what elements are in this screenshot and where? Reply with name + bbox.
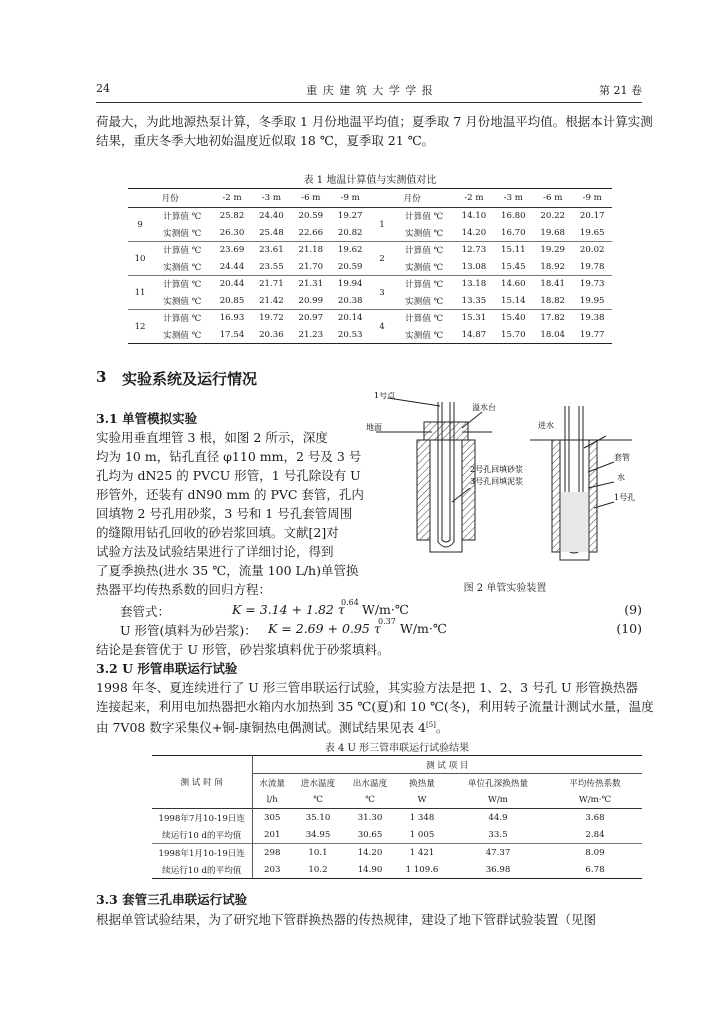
- s33-title: 3.3 套管三孔串联运行试验: [96, 892, 248, 907]
- eq9-unit: W/m·℃: [362, 602, 409, 617]
- t4-value-cell: 1 421: [409, 847, 435, 858]
- t1-value-cell: 16.80: [501, 211, 526, 222]
- t1-value-cell: 19.95: [579, 295, 605, 306]
- t1-value-cell: 19.27: [337, 211, 363, 222]
- table1-caption: 表 1 地温计算值与实测值对比: [303, 175, 437, 186]
- volume: 第 21 卷: [599, 84, 642, 97]
- t4-time-cell: 1998年7月10-19日连: [152, 809, 252, 827]
- t4-unit: ℃: [313, 794, 323, 805]
- t4-col: 出水温度: [352, 778, 388, 789]
- t1-month-cell: 3: [370, 276, 394, 310]
- t4-value-cell: 36.98: [485, 864, 511, 875]
- t1-value-cell: 21.71: [252, 276, 291, 293]
- t1-head: -2 m: [212, 189, 251, 208]
- t4-value-cell: 1 005: [409, 829, 435, 840]
- t1-value-cell: 14.87: [461, 329, 487, 340]
- t1-label-cell: 实测值 ℃: [405, 262, 444, 273]
- t4-col: 平均传热系数: [569, 778, 621, 789]
- eq9-number: (9): [624, 602, 642, 617]
- t4-unit: ℃: [365, 794, 375, 805]
- t1-value-cell: 24.40: [259, 211, 284, 222]
- t1-value-cell: 20.59: [298, 211, 324, 222]
- s32-line-last: [96, 716, 448, 737]
- s32-title: 3.2 U 形管串联运行试验: [96, 661, 238, 676]
- t1-month-cell: 1: [379, 219, 385, 230]
- t1-month-cell: 10: [128, 242, 152, 276]
- t1-value-cell: 21.70: [298, 261, 324, 272]
- t1-value-cell: 25.48: [259, 227, 284, 238]
- t1-label-cell: 计算值 ℃: [152, 276, 212, 293]
- t1-value-cell: 19.72: [252, 310, 291, 327]
- t1-value-cell: 21.31: [291, 276, 330, 293]
- t1-value-cell: 17.82: [533, 310, 572, 327]
- t1-head-month: 月份: [370, 189, 454, 208]
- t1-value-cell: 17.54: [219, 329, 245, 340]
- t1-month-cell: 9: [137, 219, 143, 230]
- t1-value-cell: 19.62: [331, 242, 370, 259]
- fig-label-water: 水: [617, 473, 625, 482]
- s31-line: 了夏季换热(进水 35 ℃，流量 100 L/h)单管换: [96, 563, 359, 578]
- t4-value-cell: 14.90: [357, 864, 383, 875]
- figure2: [362, 392, 642, 567]
- t1-value-cell: 20.36: [259, 329, 284, 340]
- t1-value-cell: 15.11: [494, 242, 533, 259]
- t1-value-cell: 20.14: [331, 310, 370, 327]
- t4-unit: l/h: [266, 794, 278, 805]
- t1-value-cell: 20.44: [212, 276, 251, 293]
- t1-value-cell: 23.69: [212, 242, 251, 259]
- eq10-number: (10): [616, 621, 642, 636]
- table1-row: [128, 208, 612, 225]
- t4-value-cell: 34.95: [305, 829, 331, 840]
- fig-label-pool: 溢水台: [472, 403, 496, 412]
- t1-value-cell: 20.22: [540, 211, 566, 222]
- t4-value-cell: 31.30: [357, 812, 383, 823]
- t4-group-header: 测 试 项 目: [252, 756, 642, 774]
- s31-line: 回填物 2 号孔用砂浆，3 号和 1 号孔套管周围: [96, 506, 353, 521]
- t1-value-cell: 21.42: [259, 295, 284, 306]
- t4-col: 水流量: [259, 778, 286, 789]
- t1-month-cell: 11: [128, 276, 152, 310]
- t1-value-cell: 14.10: [461, 211, 487, 222]
- t4-value-cell: 10.2: [308, 864, 328, 875]
- t1-value-cell: 19.94: [331, 276, 370, 293]
- t1-label-cell: 计算值 ℃: [152, 310, 212, 327]
- t1-value-cell: 20.82: [337, 227, 363, 238]
- intro-line-2: 结果，重庆冬季大地初始温度近似取 18 ℃，夏季取 21 ℃。: [96, 133, 435, 148]
- t1-value-cell: 21.23: [298, 329, 324, 340]
- t4-time-cell: 续运行10 d的平均值: [152, 826, 252, 844]
- t1-value-cell: 18.82: [540, 295, 566, 306]
- t1-value-cell: 20.85: [219, 295, 245, 306]
- s31-line: 的缝隙用钻孔回收的砂岩浆回填。文献[2]对: [96, 525, 339, 540]
- t1-value-cell: 18.92: [540, 261, 566, 272]
- fig-label-hole2-fill: 2号孔回填砂浆: [470, 465, 524, 474]
- eq10-formula: K = 2.69 + 0.95 τ: [268, 621, 381, 636]
- t1-label-cell: 计算值 ℃: [394, 310, 454, 327]
- page-number: 24: [96, 82, 110, 95]
- t1-value-cell: 19.65: [579, 227, 605, 238]
- t1-value-cell: 21.18: [291, 242, 330, 259]
- t1-value-cell: 22.66: [298, 227, 324, 238]
- table4-row: [152, 809, 642, 827]
- t1-head: -6 m: [291, 189, 330, 208]
- fig-label-hole1: 1号点: [374, 392, 396, 400]
- t1-label-cell: 实测值 ℃: [405, 228, 444, 239]
- fig-label-casing: 套管: [614, 453, 630, 462]
- fig-label-ground: 地面: [366, 423, 382, 432]
- t4-unit: W: [417, 794, 427, 805]
- t4-value-cell: 298: [264, 847, 281, 858]
- t4-col: 单位孔深换热量: [467, 778, 529, 789]
- s31-line: 试验方法及试验结果进行了详细讨论，得到: [96, 544, 334, 559]
- table4: [152, 755, 642, 879]
- t4-value-cell: 2.84: [585, 829, 605, 840]
- t1-value-cell: 13.08: [461, 261, 487, 272]
- intro-line-1: 荷最大，为此地源热泵计算，冬季取 1 月份地温平均值；夏季取 7 月份地温平均值。根据本计算实测: [96, 114, 653, 129]
- section-number: 3: [96, 368, 107, 386]
- s31-line: 形管外，还装有 dN90 mm 的 PVC 套管，孔内: [96, 487, 364, 502]
- t1-label-cell: 实测值 ℃: [163, 330, 202, 341]
- eq9-prefix: 套管式：: [120, 604, 171, 619]
- t4-value-cell: 305: [264, 812, 281, 823]
- t1-value-cell: 23.55: [259, 261, 284, 272]
- t4-col: 换热量: [409, 778, 435, 789]
- t1-label-cell: 计算值 ℃: [394, 276, 454, 293]
- s32-line-end: 。: [435, 720, 449, 736]
- t4-value-cell: 30.65: [357, 829, 383, 840]
- t4-value-cell: 14.20: [357, 847, 383, 858]
- t4-value-cell: 10.1: [308, 847, 328, 858]
- section-title: 实验系统及运行情况: [122, 370, 258, 388]
- t1-head: -3 m: [494, 189, 533, 208]
- header-rule: [96, 102, 642, 103]
- s31-line: 热器平均传热系数的回归方程：: [96, 582, 272, 597]
- t1-head: -2 m: [454, 189, 493, 208]
- t4-value-cell: 6.78: [585, 864, 605, 875]
- t1-value-cell: 25.82: [219, 211, 245, 222]
- t1-value-cell: 24.44: [219, 261, 245, 272]
- t1-value-cell: 19.68: [540, 227, 566, 238]
- fig-label-hole3-fill: 3号孔回填泥浆: [470, 477, 524, 486]
- t4-value-cell: 1 348: [409, 812, 435, 823]
- t1-month-cell: 12: [128, 310, 152, 344]
- t1-value-cell: 20.99: [298, 295, 324, 306]
- t4-value-cell: 33.5: [488, 829, 508, 840]
- t1-label-cell: 计算值 ℃: [163, 212, 202, 223]
- table1: [128, 188, 612, 344]
- t4-value-cell: 3.68: [585, 812, 605, 823]
- t4-value-cell: 47.37: [485, 847, 511, 858]
- table1-row: [128, 242, 612, 259]
- t1-label-cell: 计算值 ℃: [394, 242, 454, 259]
- s32-line-text: 由 7V08 数字采集仪+铜-康铜热电偶测试。测试结果见表 4: [96, 720, 426, 736]
- t1-value-cell: 15.31: [454, 310, 493, 327]
- figure2-caption: 图 2 单管实验装置: [463, 583, 547, 594]
- t1-label-cell: 实测值 ℃: [163, 296, 202, 307]
- t1-label-cell: 实测值 ℃: [405, 296, 444, 307]
- t4-value-cell: 1 109.6: [405, 864, 439, 875]
- t1-value-cell: 16.93: [212, 310, 251, 327]
- t4-value-cell: 44.9: [488, 812, 508, 823]
- t4-unit: W/m: [488, 794, 508, 805]
- s32-line: 连接起来，利用电加热器把水箱内水加热到 35 ℃(夏)和 10 ℃(冬)，利用转子流量计测试水量，温度: [96, 699, 654, 714]
- t1-value-cell: 19.29: [533, 242, 572, 259]
- t4-value-cell: 201: [264, 829, 281, 840]
- fig-label-hole1b: 1号孔: [614, 493, 636, 502]
- eq10-unit: W/m·℃: [400, 621, 447, 636]
- table1-row: [128, 276, 612, 293]
- s31-line: 均为 10 m，钻孔直径 φ110 mm，2 号及 3 号: [96, 449, 362, 464]
- t1-head: -9 m: [572, 189, 612, 208]
- s31-line: 孔均为 dN25 的 PVCU 形管，1 号孔除设有 U: [96, 468, 361, 483]
- eq9-exponent: 0.64: [341, 598, 359, 607]
- t1-value-cell: 19.38: [572, 310, 612, 327]
- eq10-exponent: 0.37: [378, 617, 396, 626]
- table4-row: [152, 844, 642, 862]
- t1-label-cell: 计算值 ℃: [152, 242, 212, 259]
- t4-time-cell: 续运行10 d的平均值: [152, 861, 252, 879]
- t1-value-cell: 20.02: [572, 242, 612, 259]
- t1-head-month: 月份: [128, 189, 212, 208]
- t4-value-cell: 35.10: [305, 812, 331, 823]
- t1-value-cell: 20.59: [337, 261, 363, 272]
- t1-value-cell: 20.17: [579, 211, 605, 222]
- t1-label-cell: 计算值 ℃: [405, 212, 444, 223]
- eq10-prefix: U 形管(填料为砂岩浆)：: [120, 623, 257, 638]
- t1-value-cell: 18.04: [540, 329, 566, 340]
- t4-value-cell: 8.09: [585, 847, 605, 858]
- table4-row: [152, 861, 642, 879]
- t1-value-cell: 26.30: [219, 227, 245, 238]
- t1-value-cell: 14.60: [494, 276, 533, 293]
- s31-title: 3.1 单管模拟实验: [96, 411, 198, 426]
- t1-value-cell: 20.38: [337, 295, 363, 306]
- fig-label-inlet: 进水: [538, 421, 554, 430]
- table1-row: [128, 310, 612, 327]
- t1-value-cell: 13.18: [454, 276, 493, 293]
- t1-value-cell: 19.77: [579, 329, 605, 340]
- s32-ref: [5]: [425, 721, 436, 729]
- t1-value-cell: 15.40: [494, 310, 533, 327]
- s31-line: 实验用垂直埋管 3 根，如图 2 所示，深度: [96, 430, 328, 445]
- t1-value-cell: 23.61: [252, 242, 291, 259]
- table4-row: [152, 826, 642, 844]
- s33-line: 根据单管试验结果，为了研究地下管群换热器的传热规律，建设了地下管群试验装置（见图: [96, 912, 597, 927]
- t4-unit: W/m·℃: [578, 794, 612, 805]
- t1-value-cell: 20.97: [291, 310, 330, 327]
- t1-value-cell: 14.20: [461, 227, 487, 238]
- t1-value-cell: 15.70: [501, 329, 526, 340]
- t1-value-cell: 18.41: [533, 276, 572, 293]
- t4-time-cell: 1998年1月10-19日连: [152, 844, 252, 862]
- t1-label-cell: 实测值 ℃: [163, 262, 202, 273]
- t1-value-cell: 12.73: [454, 242, 493, 259]
- eq9-formula: K = 3.14 + 1.82 τ: [232, 602, 345, 617]
- t1-value-cell: 15.45: [501, 261, 526, 272]
- t1-month-cell: 2: [370, 242, 394, 276]
- t1-value-cell: 16.70: [501, 227, 526, 238]
- t1-label-cell: 实测值 ℃: [405, 330, 444, 341]
- t1-month-cell: 4: [370, 310, 394, 344]
- t4-col: 进水温度: [300, 778, 336, 789]
- t1-head: -6 m: [533, 189, 572, 208]
- t1-head: -9 m: [331, 189, 370, 208]
- t1-value-cell: 13.35: [461, 295, 487, 306]
- t1-value-cell: 20.53: [337, 329, 363, 340]
- t1-value-cell: 19.73: [572, 276, 612, 293]
- journal-title: 重 庆 建 筑 大 学 学 报: [306, 84, 434, 97]
- t1-value-cell: 19.78: [579, 261, 605, 272]
- table4-caption: 表 4 U 形三管串联运行试验结果: [324, 743, 470, 754]
- t4-value-cell: 203: [264, 864, 281, 875]
- t1-value-cell: 15.14: [501, 295, 526, 306]
- s32-line: 1998 年冬、夏连续进行了 U 形三管串联运行试验，其实验方法是把 1、2、3 号孔 U 形管换热器: [96, 680, 639, 695]
- t1-label-cell: 实测值 ℃: [163, 228, 202, 239]
- t4-time-header: 测 试 时 间: [152, 756, 252, 809]
- conclusion: 结论是套管优于 U 形管，砂岩浆填料优于砂浆填料。: [96, 642, 390, 657]
- t1-head: -3 m: [252, 189, 291, 208]
